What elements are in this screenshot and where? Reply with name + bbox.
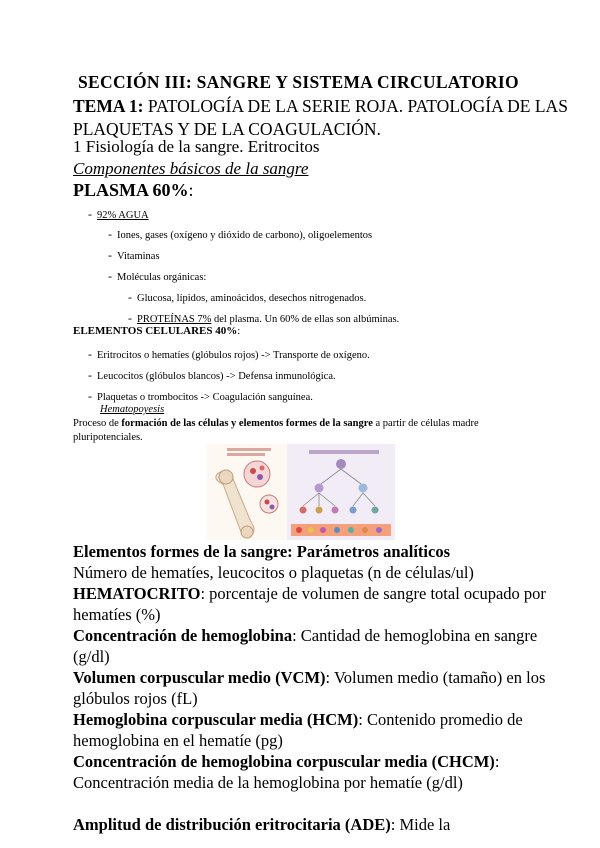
- agua-label: 92% AGUA: [97, 210, 149, 221]
- stem-cell: [336, 459, 346, 469]
- cell-dot: [372, 507, 379, 514]
- list-item-text: Vitaminas: [117, 251, 160, 262]
- hematopoiesis-diagram: [207, 444, 395, 540]
- cell-dot: [362, 527, 368, 533]
- figure-caption-line: [227, 453, 265, 456]
- cell-dot: [257, 474, 263, 480]
- list-item-text: Leucocitos (glóbulos blancos) -> Defensa inmunológica.: [97, 371, 336, 382]
- param-bold: Volumen corpuscular medio (VCM): [73, 668, 326, 687]
- param-item: [73, 709, 573, 751]
- plasma-heading: [73, 180, 194, 201]
- subtitle: 1 Fisiología de la sangre. Eritrocitos: [73, 137, 320, 156]
- list-item: [88, 368, 336, 383]
- cell-dot: [316, 507, 323, 514]
- param-text: : Mide la: [390, 815, 451, 834]
- hematopoiesis-figure: [207, 444, 395, 540]
- hematopoyesis-bold: formación de las células y elementos formes de la sangre: [121, 418, 373, 429]
- params-heading: [73, 541, 573, 562]
- bone-head: [241, 526, 253, 538]
- bone-head: [219, 470, 233, 484]
- bullet-dash: -: [128, 290, 132, 304]
- hematopoyesis-text: [73, 417, 533, 445]
- param-item: [73, 562, 573, 583]
- cell-dot: [300, 507, 307, 514]
- param-bold: Hemoglobina corpuscular media (HCM): [73, 710, 359, 729]
- agua-item: [88, 207, 149, 222]
- param-text: : Concentración media de la hemoglobina por hematíe (g/dl): [73, 752, 500, 792]
- elementos-colon: :: [237, 325, 241, 337]
- marrow-zoom: [260, 495, 278, 513]
- figure-title-bar: [309, 450, 379, 454]
- hematopoyesis-heading: Hematopoyesis: [100, 404, 165, 415]
- param-bold: Concentración de hemoglobina corpuscular media (CHCM): [73, 752, 495, 771]
- param-bold: Elementos formes de la sangre: Parámetros analíticos: [73, 542, 450, 561]
- cell-dot: [270, 505, 275, 510]
- param-text: Número de hematíes, leucocitos o plaquetas (n de células/ul): [73, 563, 474, 582]
- plasma-heading-text: PLASMA 60%: [73, 180, 189, 200]
- list-item: [88, 347, 370, 362]
- param-item: [73, 751, 573, 793]
- bullet-dash: -: [108, 269, 112, 283]
- figure-caption-line: [227, 448, 271, 451]
- tema-label: TEMA 1:: [73, 96, 144, 116]
- param-text: : Volumen medio (tamaño) en los glóbulos rojos (fL): [73, 668, 546, 708]
- param-bold: HEMATOCRITO: [73, 584, 201, 603]
- components-heading: Componentes básicos de la sangre: [73, 159, 309, 178]
- cell-dot: [308, 527, 314, 533]
- bullet-dash: -: [128, 311, 132, 325]
- progenitor-cell: [315, 484, 324, 493]
- cell-dot: [332, 507, 339, 514]
- proteinas-text: del plasma. Un 60% de ellas son albúminas.: [211, 314, 400, 325]
- list-item: [128, 290, 366, 305]
- proteinas-item: [128, 311, 399, 326]
- bullet-dash: -: [88, 347, 92, 361]
- hematopoyesis-post: a partir de células madre pluripotenciales.: [73, 418, 479, 443]
- list-item-text: Iones, gases (oxígeno y dióxido de carbono), oligoelementos: [117, 230, 373, 241]
- cell-dot: [376, 527, 382, 533]
- bullet-dash: -: [88, 368, 92, 382]
- elementos-heading: [73, 325, 240, 337]
- list-item: [108, 227, 372, 242]
- list-item: [108, 248, 160, 263]
- cell-dot: [334, 527, 340, 533]
- param-item: [73, 625, 573, 667]
- bullet-dash: -: [88, 389, 92, 403]
- cell-dot: [350, 507, 357, 514]
- param-item: [73, 583, 573, 625]
- plasma-colon: :: [188, 180, 194, 200]
- param-item: [73, 814, 573, 835]
- list-item: [108, 269, 206, 284]
- hematopoyesis-pre: Proceso de: [73, 418, 122, 429]
- bullet-dash: -: [88, 207, 92, 221]
- param-bold: Amplitud de distribución eritrocitaria (ADE): [73, 815, 391, 834]
- bullet-dash: -: [108, 248, 112, 262]
- cell-dot: [265, 500, 270, 505]
- list-item-text: Glucosa, lípidos, aminoácidos, desechos nitrogenados.: [137, 293, 367, 304]
- section-title: SECCIÓN III: SANGRE Y SISTEMA CIRCULATORIO: [78, 72, 519, 92]
- list-item: [88, 389, 313, 404]
- param-bold: Concentración de hemoglobina: [73, 626, 293, 645]
- cell-dot: [250, 468, 256, 474]
- cell-dot: [296, 527, 302, 533]
- proteinas-label: PROTEÍNAS 7%: [137, 314, 212, 325]
- list-item-text: Moléculas orgánicas:: [117, 272, 207, 283]
- list-item-text: Eritrocitos o hematíes (glóbulos rojos) -> Transporte de oxígeno.: [97, 350, 370, 361]
- param-item: [73, 667, 573, 709]
- cell-dot: [260, 466, 265, 471]
- param-text: : porcentaje de volumen de sangre total ocupado por hematíes (%): [73, 584, 546, 624]
- tema-title: [73, 95, 583, 141]
- cell-dot: [320, 527, 326, 533]
- list-item-text: Plaquetas o trombocitos -> Coagulación sanguínea.: [97, 392, 313, 403]
- marrow-zoom: [244, 461, 270, 487]
- tema-title-text: PATOLOGÍA DE LA SERIE ROJA. PATOLOGÍA DE LAS PLAQUETAS Y DE LA COAGULACIÓN.: [73, 96, 568, 139]
- progenitor-cell: [359, 484, 368, 493]
- elementos-heading-text: ELEMENTOS CELULARES 40%: [73, 325, 238, 337]
- param-text: : Cantidad de hemoglobina en sangre (g/dl): [73, 626, 538, 666]
- bullet-dash: -: [108, 227, 112, 241]
- param-text: : Contenido promedio de hemoglobina en el hematíe (pg): [73, 710, 523, 750]
- cell-dot: [348, 527, 354, 533]
